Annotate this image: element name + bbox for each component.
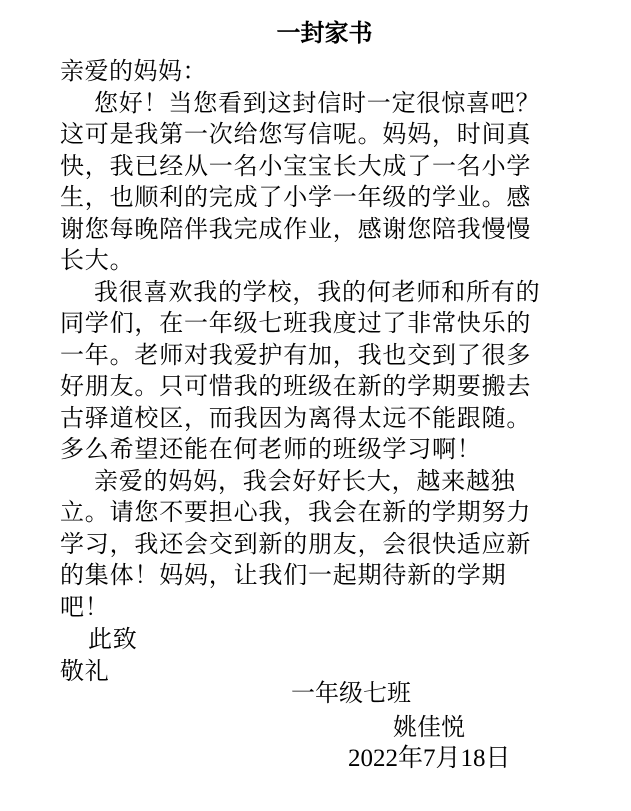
body-line: 古驿道校区，而我因为离得太远不能跟随。 bbox=[60, 403, 532, 432]
salutation: 亲爱的妈妈： bbox=[60, 57, 207, 85]
body-line: 好朋友。只可惜我的班级在新的学期要搬去 bbox=[60, 372, 532, 400]
body-line: 同学们，在一年级七班我度过了非常快乐的 bbox=[60, 309, 532, 337]
body-line: 谢您每晚陪伴我完成作业，感谢您陪我慢慢 bbox=[60, 214, 532, 243]
body-line: 一年。老师对我爱护有加，我也交到了很多 bbox=[60, 340, 532, 369]
closing-line-2: 敬礼 bbox=[60, 656, 110, 685]
body-line: 生，也顺利的完成了小学一年级的学业。感 bbox=[60, 183, 532, 211]
signature-class: 一年级七班 bbox=[291, 679, 411, 707]
body-line: 这可是我第一次给您写信呢。妈妈，时间真 bbox=[60, 120, 532, 148]
body-line: 学习，我还会交到新的朋友，会很快适应新 bbox=[60, 529, 532, 558]
body-line: 吧！ bbox=[60, 592, 110, 621]
body-line: 亲爱的妈妈，我会好好长大，越来越独 bbox=[94, 466, 516, 495]
body-line: 的集体！妈妈，让我们一起期待新的学期 bbox=[60, 561, 507, 589]
body-line: 多么希望还能在何老师的班级学习啊！ bbox=[60, 435, 482, 463]
body-line: 长大。 bbox=[60, 246, 135, 274]
letter-title: 一封家书 bbox=[276, 19, 373, 47]
body-line: 我很喜欢我的学校，我的何老师和所有的 bbox=[94, 277, 541, 306]
signature-name: 姚佳悦 bbox=[393, 713, 465, 741]
body-line: 立。请您不要担心我，我会在新的学期努力 bbox=[60, 498, 532, 526]
body-line: 快，我已经从一名小宝宝长大成了一名小学 bbox=[60, 151, 532, 180]
signature-date: 2022年7月18日 bbox=[348, 745, 511, 772]
closing-line-1: 此致 bbox=[88, 625, 138, 653]
letter bbox=[60, 18, 585, 687]
body-line: 您好！当您看到这封信时一定很惊喜吧？ bbox=[94, 88, 541, 117]
